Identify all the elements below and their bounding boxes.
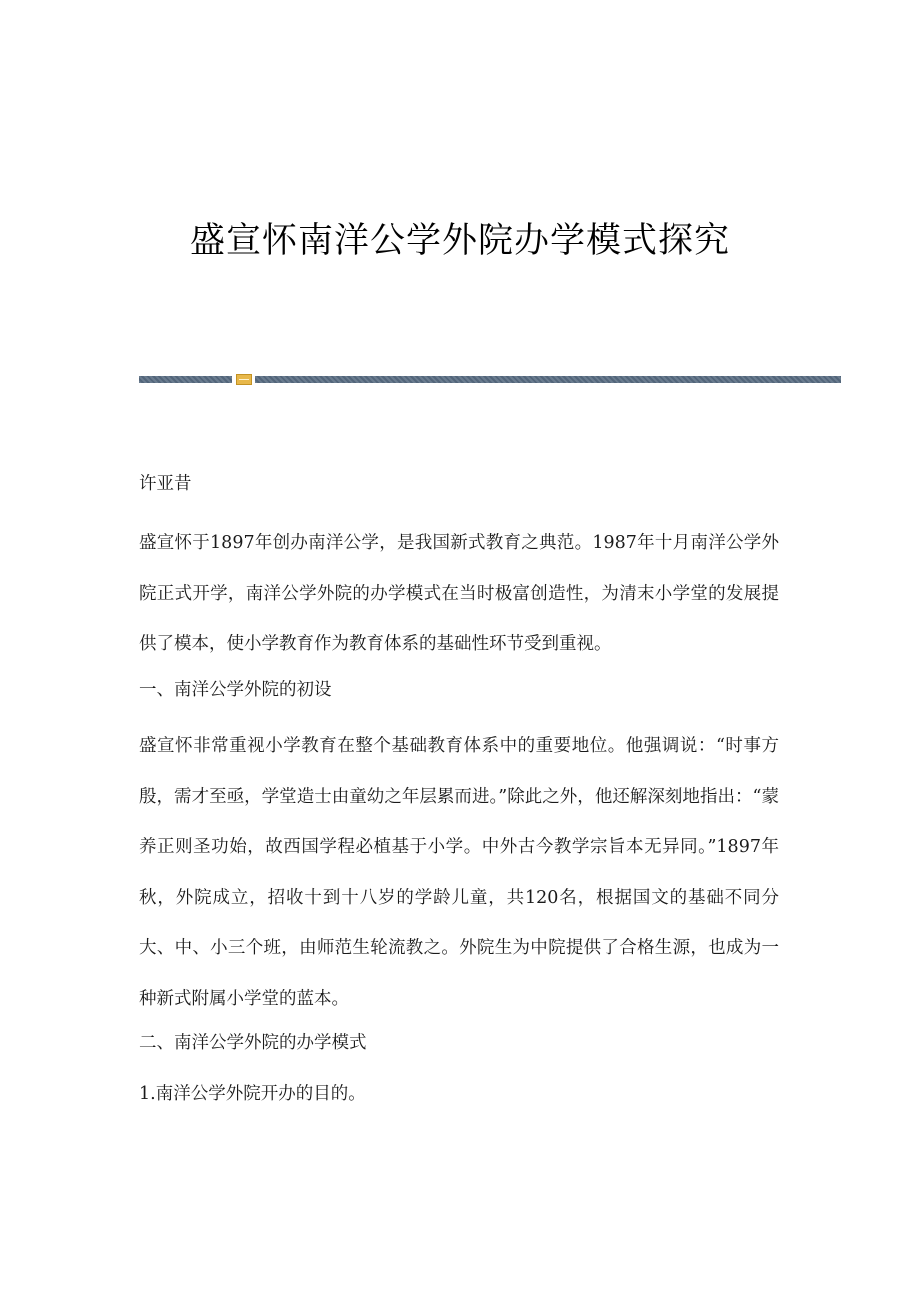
subsection-heading-1: 1.南洋公学外院开办的目的。 <box>139 1084 366 1104</box>
paragraph-section-1: 盛宣怀非常重视小学教育在整个基础教育体系中的重要地位。他强调说：“时事方殷，需才至亟，学堂造士由童幼之年层累而进。”除此之外，他还解深刻地指出：“蒙养正则圣功始，故西国学程必植基于小学。中外古今教学宗旨本无异同。”1897年秋，外院成立，招收十到十八岁的学龄儿童，共120名，根据国文的基础不同分大、中、小三个班，由师范生轮流教之。外院生为中院提供了合格生源，也成为一种新式附属小学堂的蓝本。 <box>139 736 779 1009</box>
paragraph-intro: 盛宣怀于1897年创办南洋公学，是我国新式教育之典范。1987年十月南洋公学外院正式开学，南洋公学外院的办学模式在当时极富创造性，为清末小学堂的发展提供了模本，使小学教育作为教育体系的基础性环节受到重视。 <box>139 533 779 654</box>
divider-ornament-icon <box>236 374 252 385</box>
document-title: 盛宣怀南洋公学外院办学模式探究 <box>189 221 730 261</box>
author-name: 许亚昔 <box>139 474 192 494</box>
section-heading-2: 二、南洋公学外院的办学模式 <box>139 1033 367 1053</box>
divider-bar-left <box>139 376 232 383</box>
divider-bar-right <box>255 376 841 383</box>
section-heading-1: 一、南洋公学外院的初设 <box>139 680 332 700</box>
title-divider <box>139 374 841 385</box>
